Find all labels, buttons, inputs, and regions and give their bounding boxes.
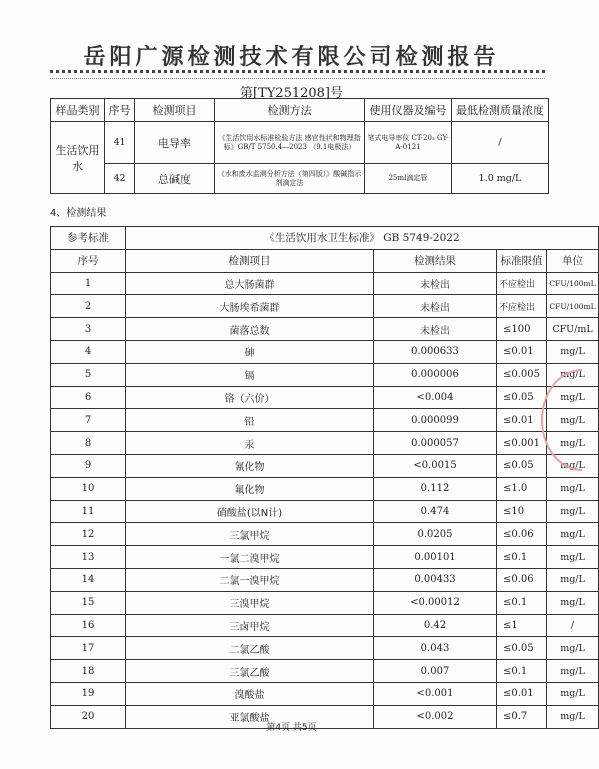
- row-item: 三氯乙酸: [126, 660, 374, 683]
- reference-row: [51, 227, 599, 250]
- row-unit: mg/L: [547, 591, 599, 614]
- row-limit: ≤0.01: [497, 340, 547, 363]
- row-item: 镉: [126, 363, 374, 386]
- row-no: 13: [51, 546, 126, 569]
- row-unit: CFU/100mL: [547, 272, 599, 295]
- table-row: [51, 477, 599, 500]
- row-item: 总大肠菌群: [126, 272, 374, 295]
- row-no: 9: [51, 454, 126, 477]
- row-no: 8: [51, 432, 126, 455]
- row-unit: mg/L: [547, 340, 599, 363]
- page-footer: 第4页 共5页: [266, 723, 317, 733]
- row-result: 0.007: [374, 660, 497, 683]
- report-title: 岳阳广源检测技术有限公司检测报告: [83, 45, 500, 70]
- reference-label: 参考标准: [51, 227, 126, 250]
- row-limit: ≤0.01: [497, 409, 547, 432]
- header-item: 检测项目: [126, 249, 374, 272]
- row-result: <0.00012: [374, 591, 497, 614]
- row-no: 16: [51, 614, 126, 637]
- header-unit: 单位: [547, 249, 599, 272]
- row-instrument: 笔式电导率仪 CT-20₃ GY-A-0121: [365, 122, 452, 164]
- row-limit: 不应检出: [497, 295, 547, 318]
- method-table: [50, 98, 549, 194]
- table-row: [51, 568, 599, 591]
- row-limit: ≤0.05: [497, 637, 547, 660]
- header-min-concentration: 最低检测质量浓度: [452, 99, 549, 122]
- table-row: [51, 409, 599, 432]
- row-item: 一氯二溴甲烷: [126, 546, 374, 569]
- row-item: 溴酸盐: [126, 682, 374, 705]
- row-result: 0.000099: [374, 409, 497, 432]
- row-item: 氟化物: [126, 477, 374, 500]
- table-row: [51, 523, 599, 546]
- table-row: [51, 591, 599, 614]
- header-method: 检测方法: [215, 99, 365, 122]
- row-no: 5: [51, 363, 126, 386]
- row-no: 42: [105, 164, 135, 194]
- row-limit: ≤0.06: [497, 568, 547, 591]
- table-row: [51, 340, 599, 363]
- table-row: [51, 272, 599, 295]
- row-unit: mg/L: [547, 705, 599, 728]
- row-item: 大肠埃希菌群: [126, 295, 374, 318]
- row-unit: mg/L: [547, 477, 599, 500]
- row-limit: ≤0.06: [497, 523, 547, 546]
- row-result: <0.001: [374, 682, 497, 705]
- header-result: 检测结果: [374, 249, 497, 272]
- row-result: 未检出: [374, 318, 497, 341]
- row-limit: ≤0.05: [497, 386, 547, 409]
- row-limit: ≤0.001: [497, 432, 547, 455]
- row-unit: mg/L: [547, 546, 599, 569]
- row-item: 三氯甲烷: [126, 523, 374, 546]
- sample-category: 生活饮用水: [51, 122, 105, 194]
- method-table-header: [51, 99, 549, 122]
- row-result: <0.002: [374, 705, 497, 728]
- row-unit: mg/L: [547, 432, 599, 455]
- row-item: 菌落总数: [126, 318, 374, 341]
- row-no: 41: [105, 122, 135, 164]
- table-row: [51, 164, 549, 194]
- row-limit: ≤0.7: [497, 705, 547, 728]
- row-limit: ≤10: [497, 500, 547, 523]
- table-row: [51, 500, 599, 523]
- row-result: 0.043: [374, 637, 497, 660]
- row-limit: ≤0.1: [497, 546, 547, 569]
- row-result: 0.42: [374, 614, 497, 637]
- row-limit: ≤1.0: [497, 477, 547, 500]
- row-item: 汞: [126, 432, 374, 455]
- row-result: 0.000006: [374, 363, 497, 386]
- row-no: 11: [51, 500, 126, 523]
- row-unit: mg/L: [547, 682, 599, 705]
- row-item: 硝酸盐(以N计): [126, 500, 374, 523]
- row-limit: ≤1: [497, 614, 547, 637]
- table-row: [51, 546, 599, 569]
- row-item: 氰化物: [126, 454, 374, 477]
- header-limit: 标准限值: [497, 249, 547, 272]
- row-unit: CFU/mL: [547, 318, 599, 341]
- table-row: [51, 682, 599, 705]
- row-result: 未检出: [374, 272, 497, 295]
- table-row: [51, 432, 599, 455]
- row-item: 三卤甲烷: [126, 614, 374, 637]
- table-row: [51, 660, 599, 683]
- row-limit: ≤0.01: [497, 682, 547, 705]
- row-result: 0.474: [374, 500, 497, 523]
- row-method: 《生活饮用水标准检验方法 感官性状和物理指标》GB/T 5750.4—2023 （9.1电极法）: [215, 122, 365, 164]
- row-no: 10: [51, 477, 126, 500]
- row-unit: CFU/100mL: [547, 295, 599, 318]
- row-no: 14: [51, 568, 126, 591]
- row-no: 19: [51, 682, 126, 705]
- row-unit: mg/L: [547, 409, 599, 432]
- header-instrument: 使用仪器及编号: [365, 99, 452, 122]
- row-item: 电导率: [135, 122, 215, 164]
- table-row: [51, 363, 599, 386]
- row-no: 6: [51, 386, 126, 409]
- row-limit: ≤0.005: [497, 363, 547, 386]
- row-result: 未检出: [374, 295, 497, 318]
- row-item: 总碱度: [135, 164, 215, 194]
- row-no: 20: [51, 705, 126, 728]
- row-method: 《水和废水监测分析方法（第四版）》酸碱指示剂滴定法: [215, 164, 365, 194]
- row-item: 铬（六价）: [126, 386, 374, 409]
- row-limit: ≤0.1: [497, 660, 547, 683]
- header-sample-category: 样品类别: [51, 99, 105, 122]
- seal-stamp-edge: [568, 370, 582, 470]
- row-item: 砷: [126, 340, 374, 363]
- row-unit: mg/L: [547, 637, 599, 660]
- row-item: 二氯乙酸: [126, 637, 374, 660]
- table-row: [51, 122, 549, 164]
- header-item: 检测项目: [135, 99, 215, 122]
- row-item: 三溴甲烷: [126, 591, 374, 614]
- row-result: 0.00101: [374, 546, 497, 569]
- row-item: 铅: [126, 409, 374, 432]
- row-instrument: 25ml滴定管: [365, 164, 452, 194]
- row-no: 2: [51, 295, 126, 318]
- header-no: 序号: [105, 99, 135, 122]
- row-no: 18: [51, 660, 126, 683]
- section-title: 4、检测结果: [50, 208, 107, 219]
- row-result: 0.00433: [374, 568, 497, 591]
- results-table: [50, 226, 599, 729]
- row-no: 17: [51, 637, 126, 660]
- row-limit: ≤100: [497, 318, 547, 341]
- row-no: 3: [51, 318, 126, 341]
- reference-standard: 《生活饮用水卫生标准》 GB 5749-2022: [126, 227, 599, 250]
- title-divider: [50, 70, 545, 73]
- row-result: 0.000057: [374, 432, 497, 455]
- row-no: 12: [51, 523, 126, 546]
- row-no: 1: [51, 272, 126, 295]
- table-row: [51, 295, 599, 318]
- row-item: 二氯一溴甲烷: [126, 568, 374, 591]
- row-unit: mg/L: [547, 363, 599, 386]
- table-row: [51, 318, 599, 341]
- row-unit: mg/L: [547, 454, 599, 477]
- row-result: 0.0205: [374, 523, 497, 546]
- row-result: <0.0015: [374, 454, 497, 477]
- report-number: 第[TY251208]号: [239, 86, 344, 101]
- row-item: 亚氯酸盐: [126, 705, 374, 728]
- row-unit: mg/L: [547, 500, 599, 523]
- row-result: 0.112: [374, 477, 497, 500]
- row-limit: /: [452, 122, 549, 164]
- row-no: 4: [51, 340, 126, 363]
- row-unit: mg/L: [547, 660, 599, 683]
- row-result: 0.000633: [374, 340, 497, 363]
- row-unit: /: [547, 614, 599, 637]
- row-limit: 不应检出: [497, 272, 547, 295]
- title-divider-thin: [50, 78, 545, 79]
- row-unit: mg/L: [547, 386, 599, 409]
- table-row: [51, 454, 599, 477]
- row-limit: ≤0.1: [497, 591, 547, 614]
- row-no: 7: [51, 409, 126, 432]
- table-row: [51, 637, 599, 660]
- row-no: 15: [51, 591, 126, 614]
- row-limit: 1.0 mg/L: [452, 164, 549, 194]
- row-unit: mg/L: [547, 523, 599, 546]
- table-row: [51, 386, 599, 409]
- header-no: 序号: [51, 249, 126, 272]
- row-unit: mg/L: [547, 568, 599, 591]
- row-result: <0.004: [374, 386, 497, 409]
- table-row: [51, 614, 599, 637]
- results-header: [51, 249, 599, 272]
- row-limit: ≤0.05: [497, 454, 547, 477]
